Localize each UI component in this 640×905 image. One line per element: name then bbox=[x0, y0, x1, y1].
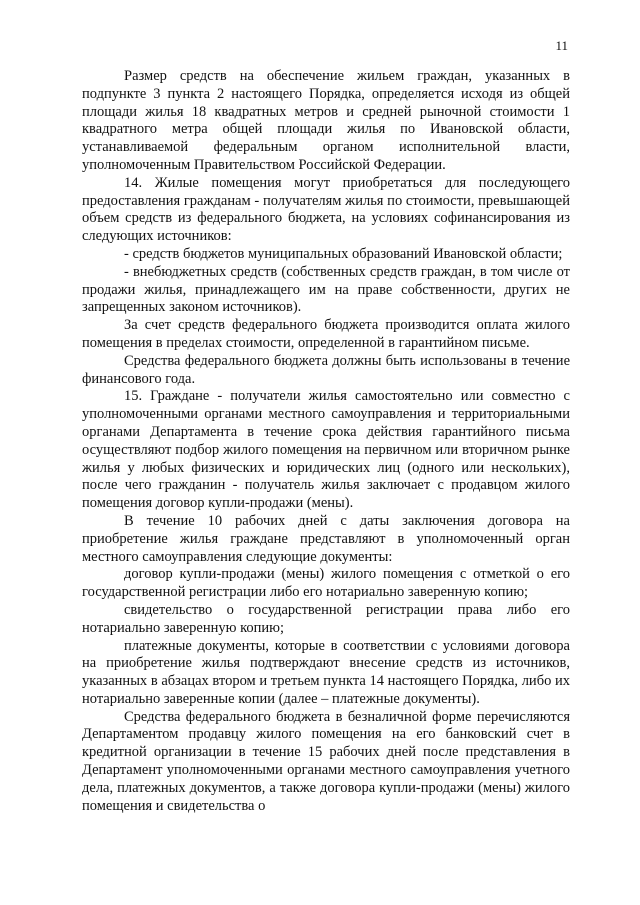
paragraph-registration-certificate: свидетельство о государственной регистрации права либо его нотариально заверенную копию; bbox=[82, 601, 570, 636]
list-item-extra-budgetary: - внебюджетных средств (собственных средств граждан, в том числе от продажи жилья, принадлежащего им на праве собственности, других не запрещенных законом источников). bbox=[82, 263, 570, 316]
paragraph-fiscal-year: Средства федерального бюджета должны быть использованы в течение финансового года. bbox=[82, 352, 570, 387]
paragraph-transfer-of-funds: Средства федерального бюджета в безналичной форме перечисляются Департаментом продавцу жилого помещения на его банковский счет в кредитной организации в течение 15 рабочих дней после представления в Департамент уполномоченными органами местного самоуправления учетного дела, платежных документов, а также договора купли-продажи (мены) жилого помещения и свидетельства о bbox=[82, 708, 570, 814]
paragraph-purchase-contract: договор купли-продажи (мены) жилого помещения с отметкой о его государственной регистрации либо его нотариально заверенную копию; bbox=[82, 566, 570, 601]
document-body bbox=[82, 68, 570, 815]
page-number: 11 bbox=[555, 38, 568, 53]
paragraph-payment-documents: платежные документы, которые в соответствии с условиями договора на приобретение жилья подтверждают внесение средств из источников, указанных в абзацах втором и третьем пункта 14 настоящего Порядка, либо их нотариально заверенные копии (далее – платежные документы). bbox=[82, 637, 570, 707]
paragraph-item-14: 14. Жилые помещения могут приобретаться для последующего предоставления гражданам - получателям жилья по стоимости, превышающей объем средств из федерального бюджета, на условиях софинансирования из следующих источников: bbox=[82, 174, 570, 245]
paragraph-documents-deadline: В течение 10 рабочих дней с даты заключения договора на приобретение жилья граждане представляют в уполномоченный орган местного самоуправления следующие документы: bbox=[82, 512, 570, 565]
paragraph-housing-funds-size: Размер средств на обеспечение жильем граждан, указанных в подпункте 3 пункта 2 настоящего Порядка, определяется исходя из общей площади жилья 18 квадратных метров и средней рыночной стоимости 1 квадратного метра общей площади жилья по Ивановской области, устанавливаемой федеральным органом исполнительной власти, уполномоченным Правительством Российской Федерации. bbox=[82, 68, 570, 173]
paragraph-federal-payment: За счет средств федерального бюджета производится оплата жилого помещения в пределах стоимости, определенной в гарантийном письме. bbox=[82, 317, 570, 351]
list-item-municipal-budgets: - средств бюджетов муниципальных образований Ивановской области; bbox=[124, 245, 563, 262]
paragraph-item-15: 15. Граждане - получатели жилья самостоятельно или совместно с уполномоченными органами местного самоуправления и территориальными органами Департамента в течение срока действия гарантийного письма осуществляют подбор жилого помещения на первичном или вторичном рынке жилья у любых физических и юридических лиц (одного или нескольких), после чего гражданин - получатель жилья заключает с продавцом жилого помещения договор купли-продажи (мены). bbox=[82, 388, 570, 512]
